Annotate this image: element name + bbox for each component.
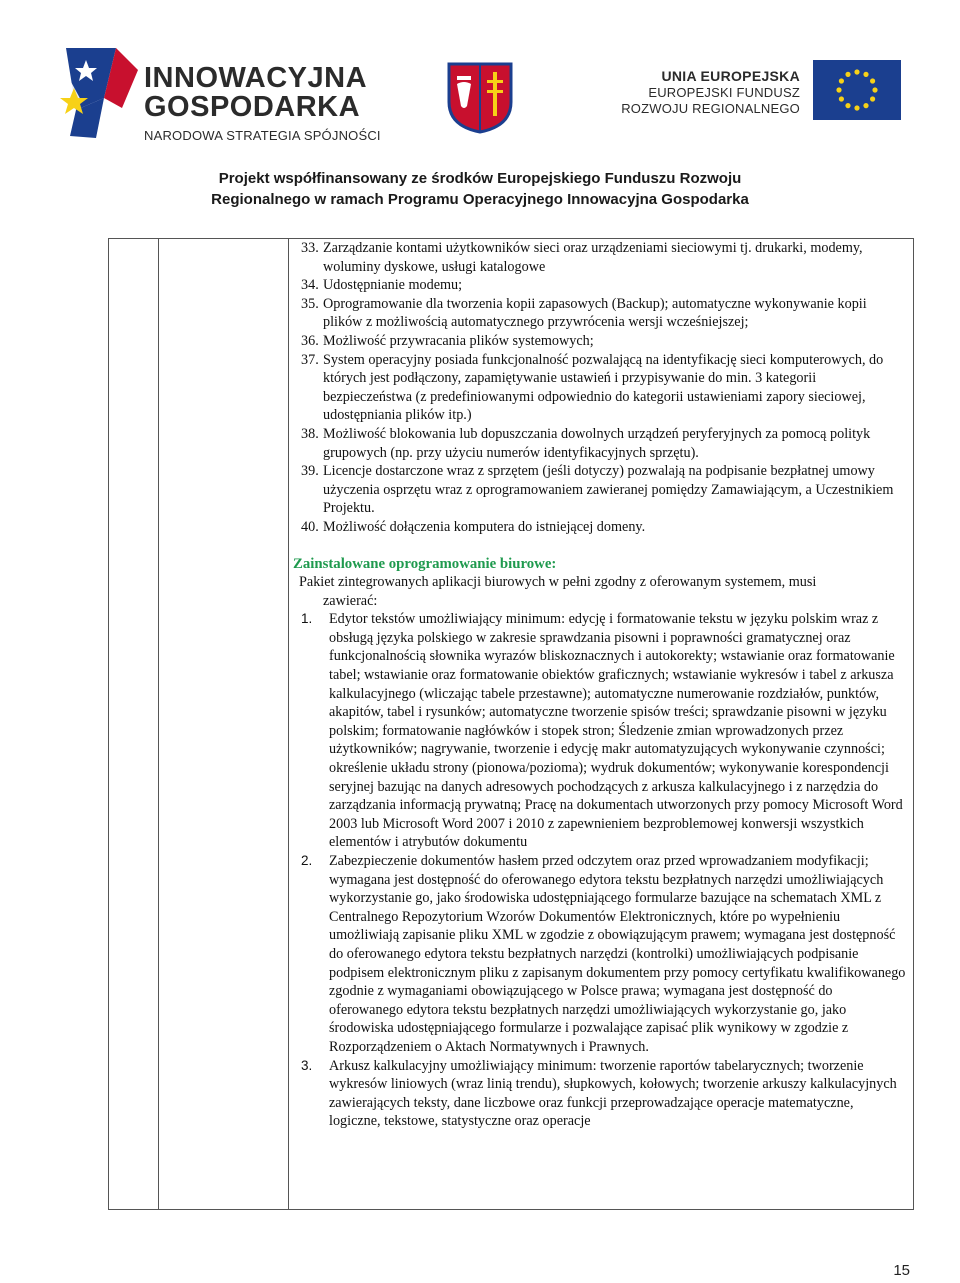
- section-intro-continued: zawierać:: [323, 592, 378, 609]
- list-item: [293, 610, 908, 852]
- section-heading: Zainstalowane oprogramowanie biurowe:: [293, 555, 557, 572]
- project-line2: Regionalnego w ramach Programu Operacyjnego Innowacyjna Gospodarka: [211, 191, 749, 208]
- list-item-text: Oprogramowanie dla tworzenia kopii zapasowych (Backup); automatyczne wykonywanie kopii plików z możliwością automatycznego przywrócenia wersji wcześniejszej;: [323, 295, 867, 331]
- list-item-text: System operacyjny posiada funkcjonalność pozwalającą na identyfikację sieci komputerowych, do których jest podłączony, zapamiętywanie ustawień i przypisywanie do min. 3 kategorii bezpieczeństwa (z predefiniowanymi odpowiednio do kategorii ustawieniami zapory sieciowej, udostępniania plików itp.): [323, 351, 884, 424]
- innowacyjna-gospodarka-wordmark: [144, 64, 381, 145]
- ig-title-line2: GOSPODARKA: [144, 91, 361, 123]
- ig-title-line1: INNOWACYJNA: [144, 62, 368, 94]
- page-header: [0, 0, 960, 212]
- spec-cell-content: [293, 239, 908, 1131]
- list-item-number: 34.: [301, 277, 319, 294]
- list-item-text: Możliwość blokowania lub dopuszczania dowolnych urządzeń peryferyjnych za pomocą polityk grupowych (np. przy użyciu numerów identyfikacyjnych sprzętu).: [323, 425, 871, 461]
- list-item: [293, 239, 908, 276]
- list-item: [293, 425, 908, 462]
- list-item-text: Możliwość przywracania plików systemowych;: [323, 332, 594, 349]
- list-item-number: 35.: [301, 295, 319, 312]
- list-item-number: 33.: [301, 240, 319, 256]
- list-item-text: Możliwość dołączenia komputera do istniejącej domeny.: [323, 518, 646, 535]
- list-item-text: Zabezpieczenie dokumentów hasłem przed odczytem oraz przed wprowadzaniem modyfikacji; wymagana jest dostępność do oferowanego edytora tekstu bezpłatnych narzędzi umożliwiających wykorzystanie go, jako środowiska udostępniającego formularze bazujące na schematach XML z Centralnego Repozytorium Wzorów Dokumentów Elektronicznych, które po wypełnieniu umożliwiają zapisanie pliku XML w zgodzie z obowiązującym prawem; wymagana jest dostępność do oferowanego edytora tekstu bezpłatnych narzędzi (kontrolki) umożliwiających podpisanie podpisem elektronicznym pliku z zapisanym dokumentem przy pomocy certyfikatu kwalifikowanego zgodnie z wymaganiami obowiązującego w Polsce prawa; wymagana jest dostępność do oferowanego edytora tekstu bezpłatnych narzędzi umożliwiających wykorzystanie go, jako środowiska udostępniającego formularze i pozwalające zapisać plik wynikowy w zgodzie z Rozporządzeniem o Aktach Normatywnych i Prawnych.: [329, 853, 906, 1055]
- list-item: [293, 276, 908, 295]
- eu-title: UNIA EUROPEJSKA: [661, 68, 800, 84]
- list-item-number: 1.: [301, 611, 313, 627]
- project-cofinancing-notice: [0, 168, 960, 210]
- list-item-number: 38.: [301, 425, 319, 442]
- eu-wordmark: [621, 68, 800, 117]
- list-item-text: Udostępnianie modemu;: [323, 277, 463, 294]
- eu-fund-line2: ROZWOJU REGIONALNEGO: [621, 101, 800, 116]
- table-column-divider: [158, 239, 159, 1209]
- list-item-number: 39.: [301, 463, 319, 480]
- list-item-number: 40.: [301, 518, 319, 535]
- eu-flag-icon: [813, 60, 901, 120]
- list-item: [293, 351, 908, 425]
- list-item: [293, 295, 908, 332]
- list-item-number: 36.: [301, 332, 319, 349]
- list-item-text: Licencje dostarczone wraz z sprzętem (jeśli dotyczy) pozwalają na podpisanie bezpłatnej umowy użyczenia osprzętu wraz z oprogramowaniem zawieranej pomiędzy Zamawiającym, a Uczestnikiem Projektu.: [323, 463, 894, 517]
- list-item-number: 37.: [301, 351, 319, 368]
- list-item: [293, 852, 908, 1057]
- list-item: [293, 1057, 908, 1131]
- eu-fund-line1: EUROPEJSKI FUNDUSZ: [648, 85, 800, 100]
- list-item: [293, 518, 908, 537]
- list-item-text: Edytor tekstów umożliwiający minimum: edycję i formatowanie tekstu w języku polskim wraz z obsługą języka polskiego w zakresie sprawdzania pisowni i poprawności gramatycznej oraz funkcjonalnością słownika wyrazów bliskoznacznych i autokorekty; wstawianie oraz formatowanie tabel; wstawianie oraz formatowanie obiektów graficznych; wstawianie wykresów i tabel z arkusza kalkulacyjnego (wliczając tabele przestawne); automatyczne numerowanie rozdziałów, punktów, akapitów, tabel i rysunków; automatyczne tworzenie spisów treści; sprawdzanie pisowni w języku polskim; formatowanie nagłówków i stopek stron; Śledzenie zmian wprowadzonych przez użytkowników; nagrywanie, tworzenie i edycję makr automatyzujących wykonywanie czynności; określenie układu strony (pionowa/pozioma); wydruk dokumentów; wykonywanie korespondencji seryjnej bazując na danych adresowych pochodzących z arkusza kalkulacyjnego i z narzędzia do zarządzania informacją prywatną; Pracę na dokumentach utworzonych przy pomocy Microsoft Word 2003 lub Microsoft Word 2007 i 2010 z zapewnieniem bezproblemowej konwersji wszystkich elementów i atrybutów dokumentu: [329, 611, 903, 851]
- project-line1: Projekt współfinansowany ze środków Europejskiego Funduszu Rozwoju: [218, 170, 742, 187]
- ig-subtitle: NARODOWA STRATEGIA SPÓJNOŚCI: [144, 128, 381, 143]
- innowacyjna-gospodarka-logo-icon: [56, 40, 148, 140]
- list-item: [293, 332, 908, 351]
- section-intro: Pakiet zintegrowanych aplikacji biurowych w pełni zgodny z oferowanym systemem, musi: [299, 574, 817, 591]
- list-item-text: Zarządzanie kontami użytkowników sieci oraz urządzeniami sieciowymi tj. drukarki, modemy, woluminy dyskowe, usługi katalogowe: [323, 240, 863, 275]
- page-number: 15: [893, 1262, 910, 1279]
- table-column-divider: [288, 239, 289, 1209]
- list-item: [293, 462, 908, 518]
- podkarpackie-crest-icon: [447, 62, 513, 134]
- list-item-text: Arkusz kalkulacyjny umożliwiający minimum: tworzenie raportów tabelarycznych; tworzenie wykresów liniowych (wraz linią trendu), słupkowych, kołowych; tworzenie arkuszy kalkulacyjnych zawierających teksty, dane liczbowe oraz funkcji przeprowadzające operacje matematyczne, logiczne, tekstowe, statystyczne oraz operacje: [329, 1057, 897, 1130]
- list-item-number: 3.: [301, 1057, 313, 1073]
- list-item-number: 2.: [301, 853, 313, 868]
